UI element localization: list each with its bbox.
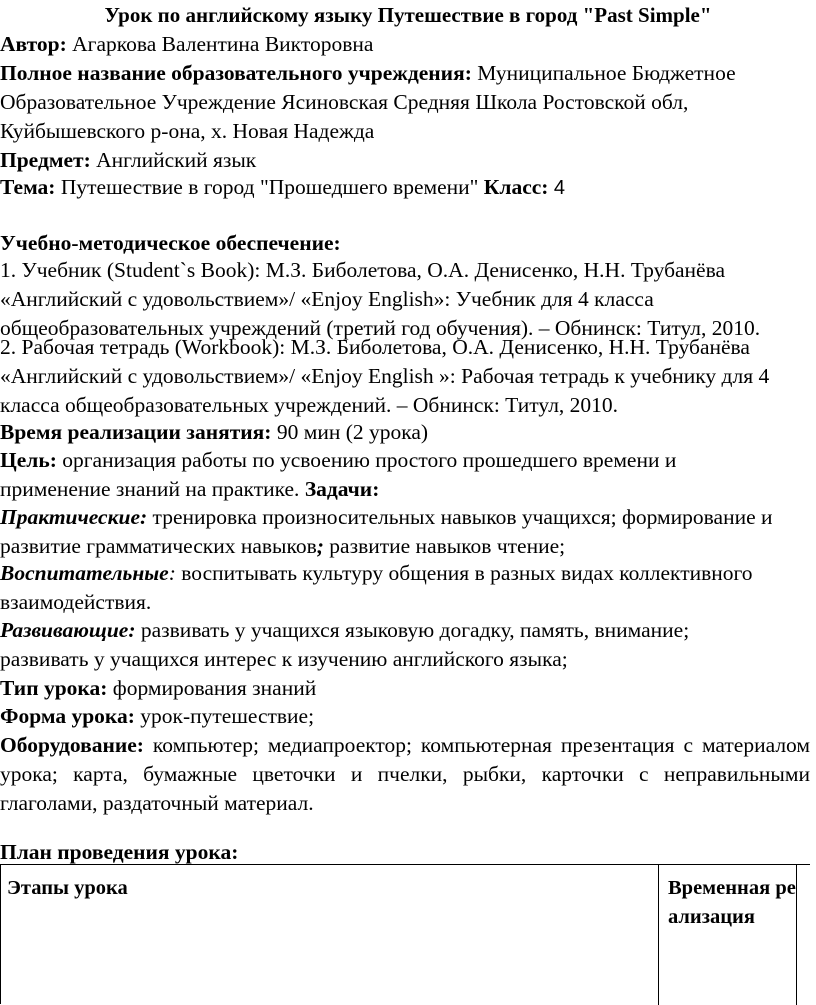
plan-table-header-time: Временная реализация	[659, 865, 797, 1005]
practical-value: тренировка произносительных навыков учащихся; формирование и развитие грамматических навыков	[0, 505, 773, 558]
educational-label: Воспитательные	[0, 561, 169, 585]
author-value: Агаркова Валентина Викторовна	[66, 32, 374, 56]
equipment-value: компьютер; медиапроектор; компьютерная презентация с материалом урока; карта, бумажные цветочки и пчелки, рыбки, карточки с неправильными глаголами, раздаточный материал.	[0, 733, 810, 815]
educational-value: воспитывать культуру общения в разных видах коллективного взаимодействия.	[0, 561, 753, 614]
subject-label: Предмет:	[0, 148, 91, 172]
practical-value-2: развитие навыков чтение;	[323, 534, 566, 558]
practical-label: Практические:	[0, 505, 148, 529]
duration-line	[0, 418, 810, 447]
document-title: Урок по английскому языку Путешествие в город "Past Simple"	[104, 3, 712, 27]
topic-value: Путешествие в город "Прошедшего времени"	[55, 175, 484, 199]
school-value: Муниципальное Бюджетное Образовательное Учреждение Ясиновская Средняя Школа Ростовской обл, Куйбышевского р-она, х. Новая Надежда	[0, 61, 736, 143]
lesson-form-line	[0, 702, 810, 731]
plan-table	[0, 864, 810, 1004]
school-line	[0, 59, 810, 146]
goal-line	[0, 446, 720, 504]
goal-value: организация работы по усвоению простого прошедшего времени и применение знаний на практике.	[0, 448, 677, 501]
plan-table-header-stages: Этапы урока	[1, 865, 659, 1005]
class-label: Класс:	[483, 175, 549, 199]
materials-label: Учебно-методическое обеспечение:	[0, 231, 341, 255]
developing-value: развивать у учащихся языковую догадку, память, внимание; развивать у учащихся интерес к изучению английского языка;	[0, 618, 690, 671]
lesson-form-value: урок-путешествие;	[134, 704, 315, 728]
educational-colon: :	[168, 561, 176, 585]
practical-line	[0, 503, 810, 561]
plan-heading: План проведения урока:	[0, 840, 239, 864]
educational-line	[0, 559, 810, 617]
duration-label: Время реализации занятия:	[0, 420, 272, 444]
topic-label: Тема:	[0, 175, 56, 199]
lesson-type-line	[0, 674, 810, 703]
lesson-type-label: Тип урока:	[0, 676, 108, 700]
materials-item-2: 2. Рабочая тетрадь (Workbook): М.З. Биболетова, О.А. Денисенко, Н.Н. Трубанёва «Английский с удовольствием»/ «Enjoy English »: Рабочая тетрадь к учебнику для 4 класса общеобразовательных учреждений. – Обнинск: Титул, 2010.	[0, 335, 770, 417]
duration-value: 90 мин (2 урока)	[271, 420, 429, 444]
subject-line	[0, 146, 810, 175]
school-label: Полное название образовательного учреждения:	[0, 61, 472, 85]
author-label: Автор:	[0, 32, 67, 56]
author-line	[0, 30, 810, 59]
practical-separator: ;	[316, 534, 324, 558]
class-value: 4	[553, 177, 565, 199]
developing-line	[0, 616, 750, 674]
lesson-type-value: формирования знаний	[107, 676, 317, 700]
goal-label: Цель:	[0, 448, 57, 472]
topic-line	[0, 173, 600, 203]
subject-value: Английский язык	[90, 148, 257, 172]
developing-label: Развивающие:	[0, 618, 136, 642]
materials-item-1: 1. Учебник (Student`s Book): М.З. Биболетова, О.А. Денисенко, Н.Н. Трубанёва «Английский с удовольствием»/ «Enjoy English»: Учебник для 4 класса общеобразовательных учреждений (третий год обучения). – Обнинск: Титул, 2010.	[0, 258, 761, 340]
equipment-line	[0, 731, 810, 818]
tasks-label: Задачи:	[304, 477, 380, 501]
equipment-label: Оборудование:	[0, 733, 144, 757]
lesson-form-label: Форма урока:	[0, 704, 135, 728]
